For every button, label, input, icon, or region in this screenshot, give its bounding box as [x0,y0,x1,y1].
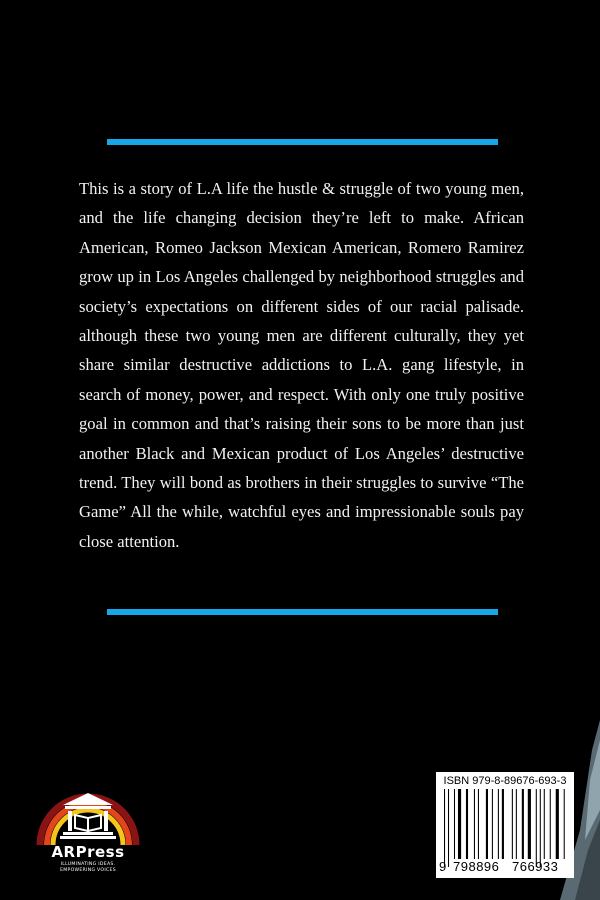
barcode-digit-lead: 9 [439,859,447,874]
publisher-logo [33,773,143,877]
barcode-digit-group-1: 798896 [453,859,500,874]
back-cover-blurb: This is a story of L.A life the hustle & struggle of two young men, and the life changing decision they’re left to make. African American, Romeo Jackson Mexican American, Romero Ramirez grow up in Los Angeles challenged by neighborhood struggles and society’s expectations on different sides of our racial palisade. although these two young men are different culturally, they yet share similar destructive addictions to L.A. gang lifestyle, in search of money, power, and respect. With only one truly positive goal in common and that’s raising their sons to be more than just another Black and Mexican product of Los Angeles’ destructive trend. They will bond as brothers in their struggles to survive “The Game” All the while, watchful eyes and impressionable souls pay close attention. [79,179,524,551]
publisher-name: ARPress [51,843,125,861]
bottom-accent-rule [107,609,498,615]
isbn-label: ISBN 979-8-89676-693-3 [443,775,567,787]
publisher-tagline-2: EMPOWERING VOICES [60,868,116,873]
top-accent-rule [107,139,498,145]
publisher-tagline-1: ILLUMINATING IDEAS. [60,862,116,867]
barcode-digit-group-2: 766933 [512,859,559,874]
barcode-bars [444,789,566,869]
isbn-barcode [436,772,574,878]
